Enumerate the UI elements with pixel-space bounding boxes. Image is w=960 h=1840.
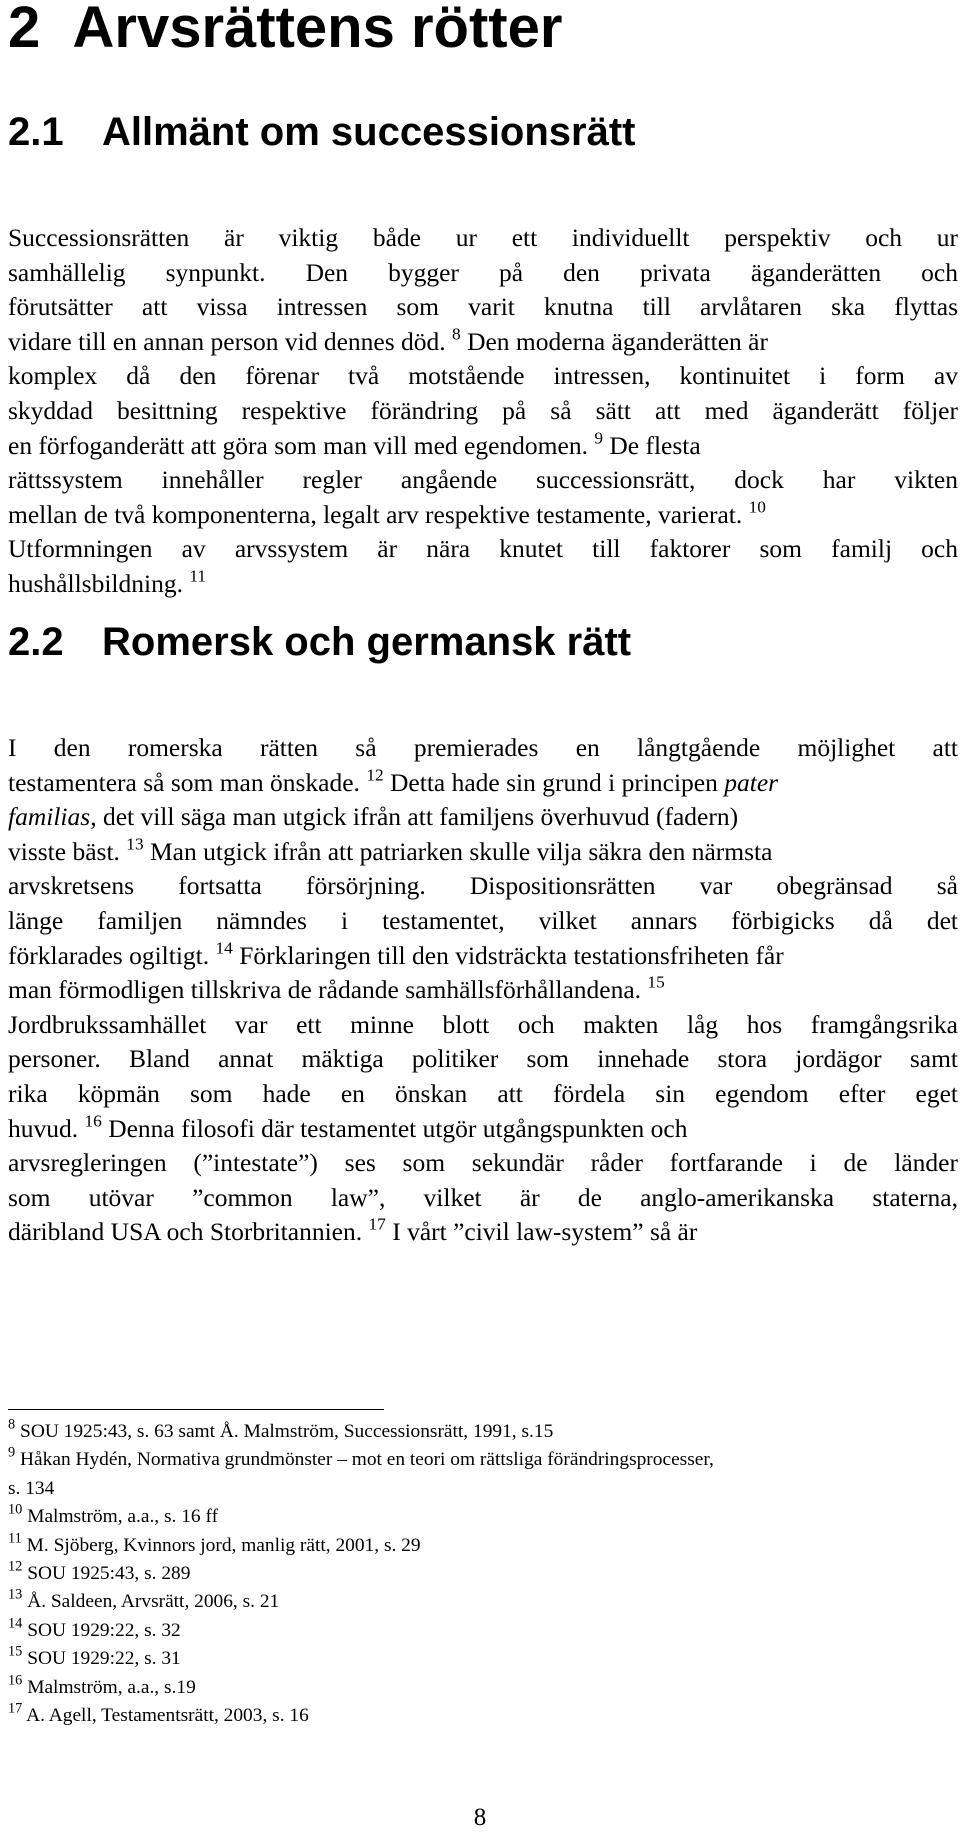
footnote	[8, 1532, 960, 1560]
footnote-ref: 15	[647, 972, 665, 992]
line-text: Denna filosofi där testamentet utgör utgångspunkten och	[108, 1113, 688, 1143]
text-line	[8, 394, 958, 429]
section-number: 2.2	[8, 620, 64, 664]
footnote-ref: 9	[594, 427, 603, 447]
line-text: Utformningen av arvssystem är nära knutet till faktorer som familj och	[8, 534, 958, 564]
footnote	[8, 1674, 960, 1702]
text-line	[8, 256, 958, 291]
line-text: , det vill säga man utgick ifrån att familjens överhuvud (fadern)	[90, 802, 739, 832]
footnote-number: 17	[8, 1700, 23, 1717]
line-text: länge familjen nämndes i testamentet, vilket annars förbigicks då det	[8, 905, 958, 935]
footnote-text: M. Sjöberg, Kvinnors jord, manlig rätt, 2001, s. 29	[26, 1534, 421, 1556]
line-text: Successionsrätten är viktig både ur ett individuellt perspektiv och ur	[8, 223, 958, 252]
line-text: en förfoganderätt att göra som man vill med egendomen.	[8, 430, 588, 460]
footnote-ref: 16	[84, 1110, 102, 1130]
text-line	[8, 290, 958, 325]
text-line	[8, 731, 958, 766]
footnote	[8, 1418, 960, 1446]
text-line	[8, 1215, 958, 1250]
line-text: rättssystem innehåller regler angående successionsrätt, dock har vikten	[8, 465, 958, 495]
line-text: huvud.	[8, 1113, 79, 1143]
text-line	[8, 221, 958, 256]
line-text: personer. Bland annat mäktiga politiker som innehade stora jordägor samt	[8, 1044, 958, 1074]
footnote-number: 14	[8, 1615, 23, 1632]
footnote-number: 11	[8, 1530, 22, 1547]
text-line	[8, 869, 958, 904]
text-line	[8, 1112, 958, 1147]
line-text: mellan de två komponenterna, legalt arv respektive testamente, varierat.	[8, 499, 743, 529]
footnote-text: SOU 1925:43, s. 63 samt Å. Malmström, Successionsrätt, 1991, s.15	[20, 1421, 554, 1442]
text-line	[8, 498, 958, 533]
line-text: Detta hade sin grund i principen	[390, 767, 718, 797]
footnote-ref: 17	[368, 1214, 386, 1234]
text-line	[8, 567, 958, 602]
footnote-text: SOU 1925:43, s. 289	[27, 1563, 191, 1585]
section-heading-2-1	[8, 108, 636, 156]
footnote	[8, 1702, 960, 1730]
footnote-ref: 12	[366, 764, 384, 784]
footnote-number: 16	[8, 1672, 23, 1689]
section-2-1-paragraph	[8, 221, 958, 602]
line-text: förklarades ogiltigt.	[8, 940, 210, 970]
line-text: arvskretsens fortsatta försörjning. Dispositionsrätten var obegränsad så	[8, 871, 958, 901]
line-text: Den moderna äganderätten är	[467, 326, 768, 356]
footnote	[8, 1588, 960, 1616]
footnote-text: Håkan Hydén, Normativa grundmönster – mot en teori om rättsliga förändringsprocesser,	[20, 1449, 714, 1471]
text-line	[8, 429, 958, 464]
section-number: 2.1	[8, 110, 64, 154]
footnote-number: 12	[8, 1558, 23, 1575]
italic-term: pater	[724, 767, 779, 797]
line-text: vidare till en annan person vid dennes död.	[8, 326, 446, 356]
footnote-number: 15	[8, 1643, 23, 1660]
footnote-ref: 10	[748, 497, 766, 516]
text-line	[8, 973, 958, 1008]
text-line	[8, 1077, 958, 1112]
footnote	[8, 1446, 960, 1474]
footnote-ref: 13	[126, 834, 144, 854]
text-line	[8, 939, 958, 974]
footnote	[8, 1617, 960, 1645]
line-text: man förmodligen tillskriva de rådande samhällsförhållandena.	[8, 975, 642, 1005]
footnote-text: Å. Saldeen, Arvsrätt, 2006, s. 21	[27, 1591, 280, 1613]
text-line	[8, 1146, 958, 1181]
text-line	[8, 463, 958, 498]
text-line	[8, 359, 958, 394]
footnote-ref: 14	[215, 937, 233, 957]
footnote-text: SOU 1929:22, s. 31	[27, 1648, 181, 1670]
footnote-ref: 8	[452, 324, 461, 344]
chapter-number: 2	[8, 0, 41, 60]
line-text: I den romerska rätten så premierades en långtgående möjlighet att	[8, 733, 958, 762]
footnote-text: s. 134	[8, 1477, 55, 1499]
line-text: Jordbrukssamhället var ett minne blott och makten låg hos framgångsrika	[8, 1009, 958, 1039]
line-text: som utövar ”common law”, vilket är de anglo-amerikanska staterna,	[8, 1182, 958, 1212]
text-line	[8, 1042, 958, 1077]
footnote-separator	[8, 1409, 384, 1410]
section-title: Allmänt om successionsrätt	[102, 110, 636, 154]
text-line	[8, 532, 958, 567]
line-text: förutsätter att vissa intressen som varit knutna till arvlåtaren ska flyttas	[8, 292, 958, 322]
line-text: komplex då den förenar två motstående intressen, kontinuitet i form av	[8, 361, 958, 391]
line-text: testamentera så som man önskade.	[8, 767, 360, 797]
footnote-text: A. Agell, Testamentsrätt, 2003, s. 16	[26, 1705, 309, 1727]
text-line	[8, 1008, 958, 1043]
text-line	[8, 904, 958, 939]
line-text: Förklaringen till den vidsträckta testationsfriheten får	[239, 940, 784, 970]
footnote	[8, 1503, 960, 1531]
footnote-number: 10	[8, 1501, 23, 1518]
text-line	[8, 325, 958, 360]
section-title: Romersk och germansk rätt	[102, 620, 632, 664]
footnote-text: Malmström, a.a., s.19	[27, 1676, 196, 1698]
text-line	[8, 835, 958, 870]
page-number: 8	[473, 1804, 487, 1831]
line-text: samhällelig synpunkt. Den bygger på den privata äganderätten och	[8, 257, 958, 287]
line-text: arvsregleringen (”intestate”) ses som sekundär råder fortfarande i de länder	[8, 1148, 958, 1178]
line-text: däribland USA och Storbritannien.	[8, 1217, 363, 1247]
text-line	[8, 766, 958, 801]
footnote-text: SOU 1929:22, s. 32	[27, 1619, 181, 1641]
line-text: rika köpmän som hade en önskan att fördela sin egendom efter eget	[8, 1078, 958, 1108]
italic-term: familias	[8, 802, 91, 832]
footnotes	[8, 1418, 960, 1730]
chapter-title: Arvsrättens rötter	[72, 0, 563, 60]
text-line	[8, 1181, 958, 1216]
section-heading-2-2	[8, 618, 631, 666]
line-text: skyddad besittning respektive förändring på så sätt att med äganderätt följer	[8, 395, 958, 425]
footnote-number: 8	[8, 1416, 16, 1433]
footnote	[8, 1560, 960, 1588]
text-line	[8, 800, 958, 835]
line-text: Man utgick ifrån att patriarken skulle vilja säkra den närmsta	[150, 836, 773, 866]
chapter-heading	[8, 0, 562, 60]
footnote-number: 13	[8, 1586, 23, 1603]
section-2-2-paragraph	[8, 731, 958, 1250]
footnote-number: 9	[8, 1444, 16, 1461]
line-text: hushållsbildning.	[8, 568, 183, 598]
footnote	[8, 1475, 960, 1503]
line-text: visste bäst.	[8, 836, 120, 866]
line-text: I vårt ”civil law-system” så är	[392, 1217, 698, 1247]
line-text: De flesta	[609, 430, 701, 460]
footnote	[8, 1645, 960, 1673]
footnote-ref: 11	[189, 566, 207, 586]
footnote-text: Malmström, a.a., s. 16 ff	[27, 1506, 219, 1528]
